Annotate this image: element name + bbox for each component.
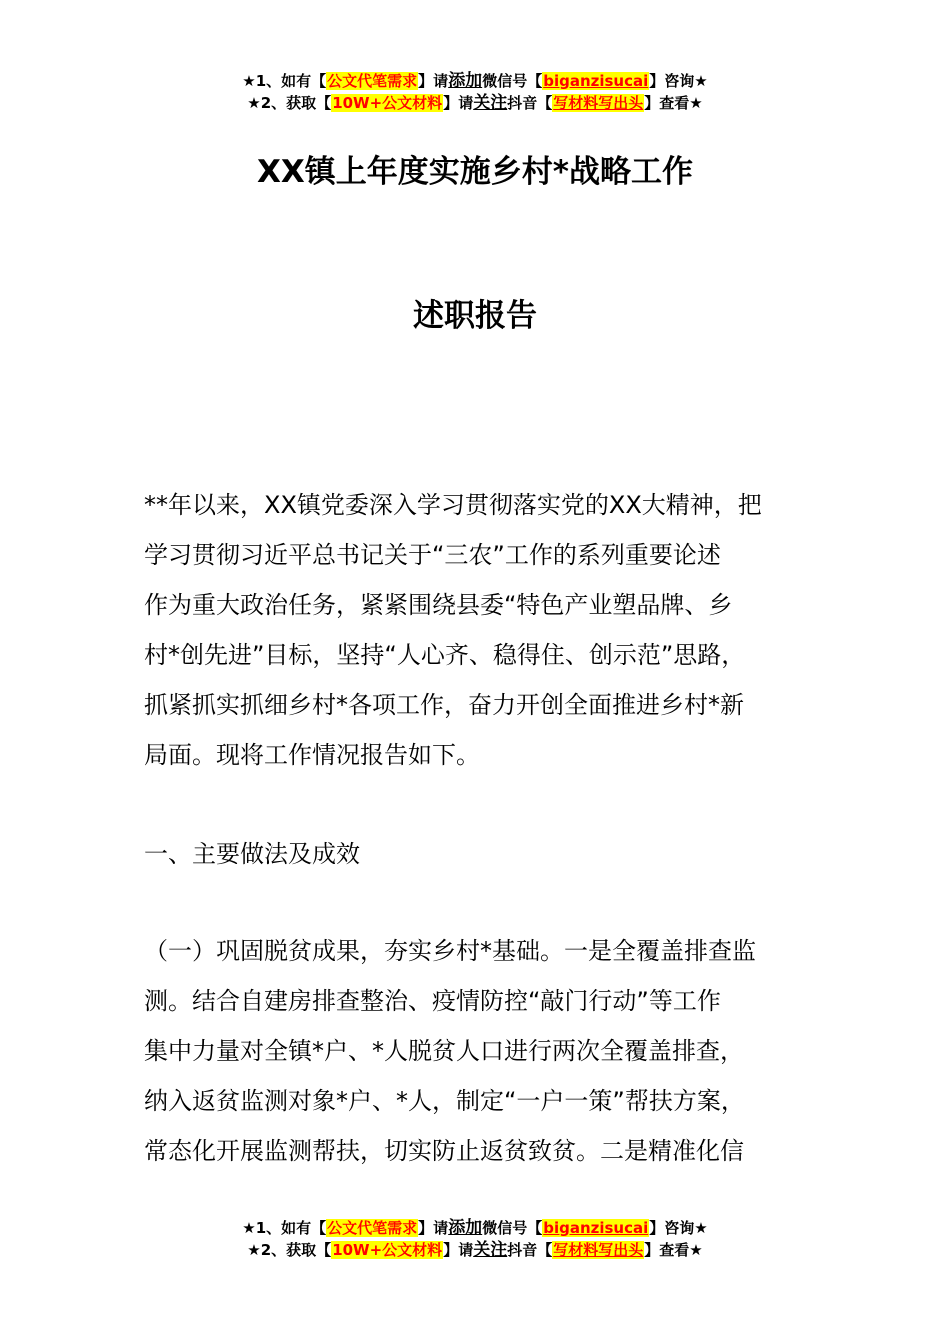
banner-line-1 [0,1217,950,1239]
banner-text: 】请 [418,1219,449,1237]
banner-text: 】请 [443,1241,474,1259]
section-paragraph [144,926,834,1176]
paragraph-line: 纳入返贫监测对象*户、*人，制定“一户一策”帮扶方案， [144,1087,745,1115]
highlight-service: 公文代笔需求 [327,72,418,90]
paragraph-line: 局面。现将工作情况报告如下。 [144,741,480,769]
highlight-wechat-id: biganzisucai [543,1219,649,1237]
highlight-service: 公文代笔需求 [327,1219,418,1237]
highlight-materials: 10W+公文材料 [332,1241,443,1259]
banner-text: 抖音【 [507,1241,553,1259]
banner-text: 】请 [418,72,449,90]
banner-text: 】查看★ [644,1241,703,1259]
document-title-line-2: 述职报告 [413,298,537,334]
banner-emphasis: 关注 [473,93,508,113]
paragraph-line: 作为重大政治任务，紧紧围绕县委“特色产业塑品牌、乡 [144,591,733,619]
banner-emphasis: 添加 [448,1218,483,1238]
banner-text: 】咨询★ [649,72,708,90]
paragraph-line: 常态化开展监测帮扶，切实防止返贫致贫。二是精准化信 [144,1137,744,1165]
banner-text: 抖音【 [507,94,553,112]
highlight-douyin: 写材料写出头 [553,1241,644,1259]
banner-text: 】咨询★ [649,1219,708,1237]
highlight-douyin: 写材料写出头 [553,94,644,112]
banner-text: ★2、获取【 [247,94,332,112]
paragraph-line: 学习贯彻习近平总书记关于“三农”工作的系列重要论述 [144,541,721,569]
banner-text: 】查看★ [644,94,703,112]
banner-text: ★2、获取【 [247,1241,332,1259]
banner-emphasis: 关注 [473,1240,508,1260]
banner-text: 微信号【 [482,1219,543,1237]
paragraph-line: 抓紧抓实抓细乡村*各项工作，奋力开创全面推进乡村*新 [144,691,744,719]
banner-text: ★1、如有【 [242,1219,327,1237]
paragraph-line: **年以来，XX镇党委深入学习贯彻落实党的XX大精神，把 [144,491,762,519]
paragraph-line: 村*创先进”目标，坚持“人心齐、稳得住、创示范”思路， [144,641,746,669]
paragraph-line: （一）巩固脱贫成果，夯实乡村*基础。一是全覆盖排查监 [144,937,756,965]
banner-line-2 [0,92,950,114]
banner-line-2 [0,1239,950,1261]
highlight-materials: 10W+公文材料 [332,94,443,112]
banner-emphasis: 添加 [448,71,483,91]
highlight-wechat-id: biganzisucai [543,72,649,90]
footer-banner [0,1217,950,1261]
paragraph-line: 集中力量对全镇*户、*人脱贫人口进行两次全覆盖排查， [144,1037,744,1065]
document-title-line-1: XX镇上年度实施乡村*战略工作 [256,154,693,190]
banner-text: 微信号【 [482,72,543,90]
banner-text: 】请 [443,94,474,112]
banner-line-1 [0,70,950,92]
paragraph-line: 测。结合自建房排查整治、疫情防控“敲门行动”等工作 [144,987,721,1015]
header-banner [0,70,950,114]
intro-paragraph [144,480,834,780]
banner-text: ★1、如有【 [242,72,327,90]
section-heading: 一、主要做法及成效 [144,840,360,868]
